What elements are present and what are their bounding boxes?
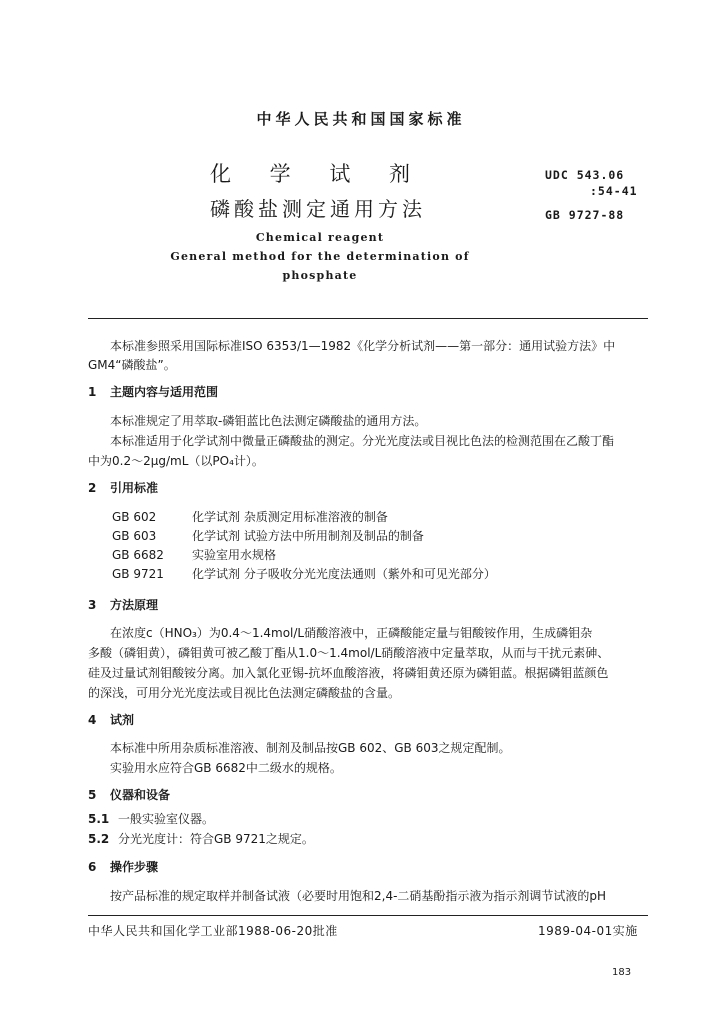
- section-title: 主题内容与适用范围: [110, 385, 219, 399]
- national-standard-header: 中华人民共和国国家标准: [256, 110, 466, 128]
- reference-item: [112, 565, 496, 583]
- body-line: 实验用水应符合GB 6682中二级水的规格。: [110, 761, 342, 775]
- header-divider: [88, 318, 648, 319]
- title-en: [0, 228, 640, 285]
- gb-standard-code: GB 9727-88: [545, 208, 625, 222]
- section-number: 6: [88, 860, 97, 874]
- approval-note: 中华人民共和国化学工业部1988-06-20批准: [88, 924, 338, 938]
- reference-code: GB 602: [112, 510, 157, 524]
- section-heading-3: [88, 596, 158, 613]
- section-title: 试剂: [110, 713, 135, 727]
- intro-line: 本标准参照采用国际标准ISO 6353/1—1982《化学分析试剂——第一部分：通用试验方法》中: [110, 339, 616, 353]
- subsection-item: [88, 810, 214, 828]
- body-line: 按产品标准的规定取样并制备试液（必要时用饱和2,4-二硝基酚指示液为指示剂调节试液的pH: [110, 889, 607, 903]
- section-number: 5: [88, 788, 97, 802]
- body-line: 本标准中所用杂质标准溶液、制剂及制品按GB 602、GB 603之规定配制。: [110, 741, 511, 755]
- reference-item: [112, 546, 276, 564]
- section-number: 4: [88, 713, 97, 727]
- title-en-line: phosphate: [282, 269, 358, 282]
- body-line: 多酸（磷钼黄），磷钼黄可被乙酸丁酯从1.0～1.4mol/L硝酸溶液中定量萃取，从而与干扰元素砷、: [88, 646, 610, 660]
- section-title: 仪器和设备: [110, 788, 171, 802]
- subsection-number: 5.1: [88, 812, 110, 826]
- body-line: 中为0.2～2μg/mL（以PO₄计）。: [88, 454, 264, 468]
- implementation-date: 1989-04-01实施: [538, 924, 638, 938]
- section-heading-4: [88, 711, 134, 728]
- section-number: 2: [88, 481, 97, 495]
- body-line: 在浓度c（HNO₃）为0.4～1.4mol/L硝酸溶液中，正磷酸能定量与钼酸铵作用，生成磷钼杂: [110, 626, 593, 640]
- body-line: 的深浅，可用分光光度法或目视比色法测定磷酸盐的含量。: [88, 686, 401, 700]
- section-number: 3: [88, 598, 97, 612]
- reference-code: GB 9721: [112, 567, 164, 581]
- page-number: 183: [612, 967, 632, 978]
- title-cn-line-1: 化 学 试 剂: [209, 162, 427, 186]
- title-cn-line-2: 磷酸盐测定通用方法: [210, 197, 426, 221]
- reference-title: 化学试剂 分子吸收分光光度法通则（紫外和可见光部分）: [192, 567, 496, 581]
- section-title: 方法原理: [110, 598, 159, 612]
- reference-title: 化学试剂 试验方法中所用制剂及制品的制备: [192, 529, 424, 543]
- section-title: 引用标准: [110, 481, 159, 495]
- subsection-text: 分光光度计：符合GB 9721之规定。: [118, 832, 314, 846]
- intro-line: GM4“磷酸盐”。: [88, 358, 176, 372]
- body-line: 本标准规定了用萃取-磷钼蓝比色法测定磷酸盐的通用方法。: [110, 414, 427, 428]
- title-en-line: Chemical reagent: [255, 231, 385, 244]
- reference-title: 化学试剂 杂质测定用标准溶液的制备: [192, 510, 388, 524]
- reference-code: GB 6682: [112, 548, 164, 562]
- subsection-number: 5.2: [88, 832, 110, 846]
- subsection-text: 一般实验室仪器。: [118, 812, 215, 826]
- reference-code: GB 603: [112, 529, 157, 543]
- section-number: 1: [88, 385, 97, 399]
- title-en-line: General method for the determination of: [170, 250, 470, 263]
- udc-code-line-1: UDC 543.06: [545, 168, 625, 182]
- reference-item: [112, 508, 388, 526]
- section-heading-2: [88, 479, 158, 496]
- reference-item: [112, 527, 424, 545]
- udc-code-line-2: :54-41: [590, 184, 638, 198]
- footer-divider: [88, 915, 648, 916]
- section-heading-6: [88, 858, 158, 875]
- section-heading-1: [88, 383, 218, 400]
- subsection-item: [88, 830, 314, 848]
- section-title: 操作步骤: [110, 860, 159, 874]
- section-heading-5: [88, 786, 170, 803]
- body-line: 本标准适用于化学试剂中微量正磷酸盐的测定。分光光度法或目视比色法的检测范围在乙酸丁酯: [110, 434, 615, 448]
- body-line: 硅及过量试剂钼酸铵分离。加入氯化亚锡-抗坏血酸溶液，将磷钼黄还原为磷钼蓝。根据磷钼蓝颜色: [88, 666, 609, 680]
- reference-title: 实验室用水规格: [192, 548, 277, 562]
